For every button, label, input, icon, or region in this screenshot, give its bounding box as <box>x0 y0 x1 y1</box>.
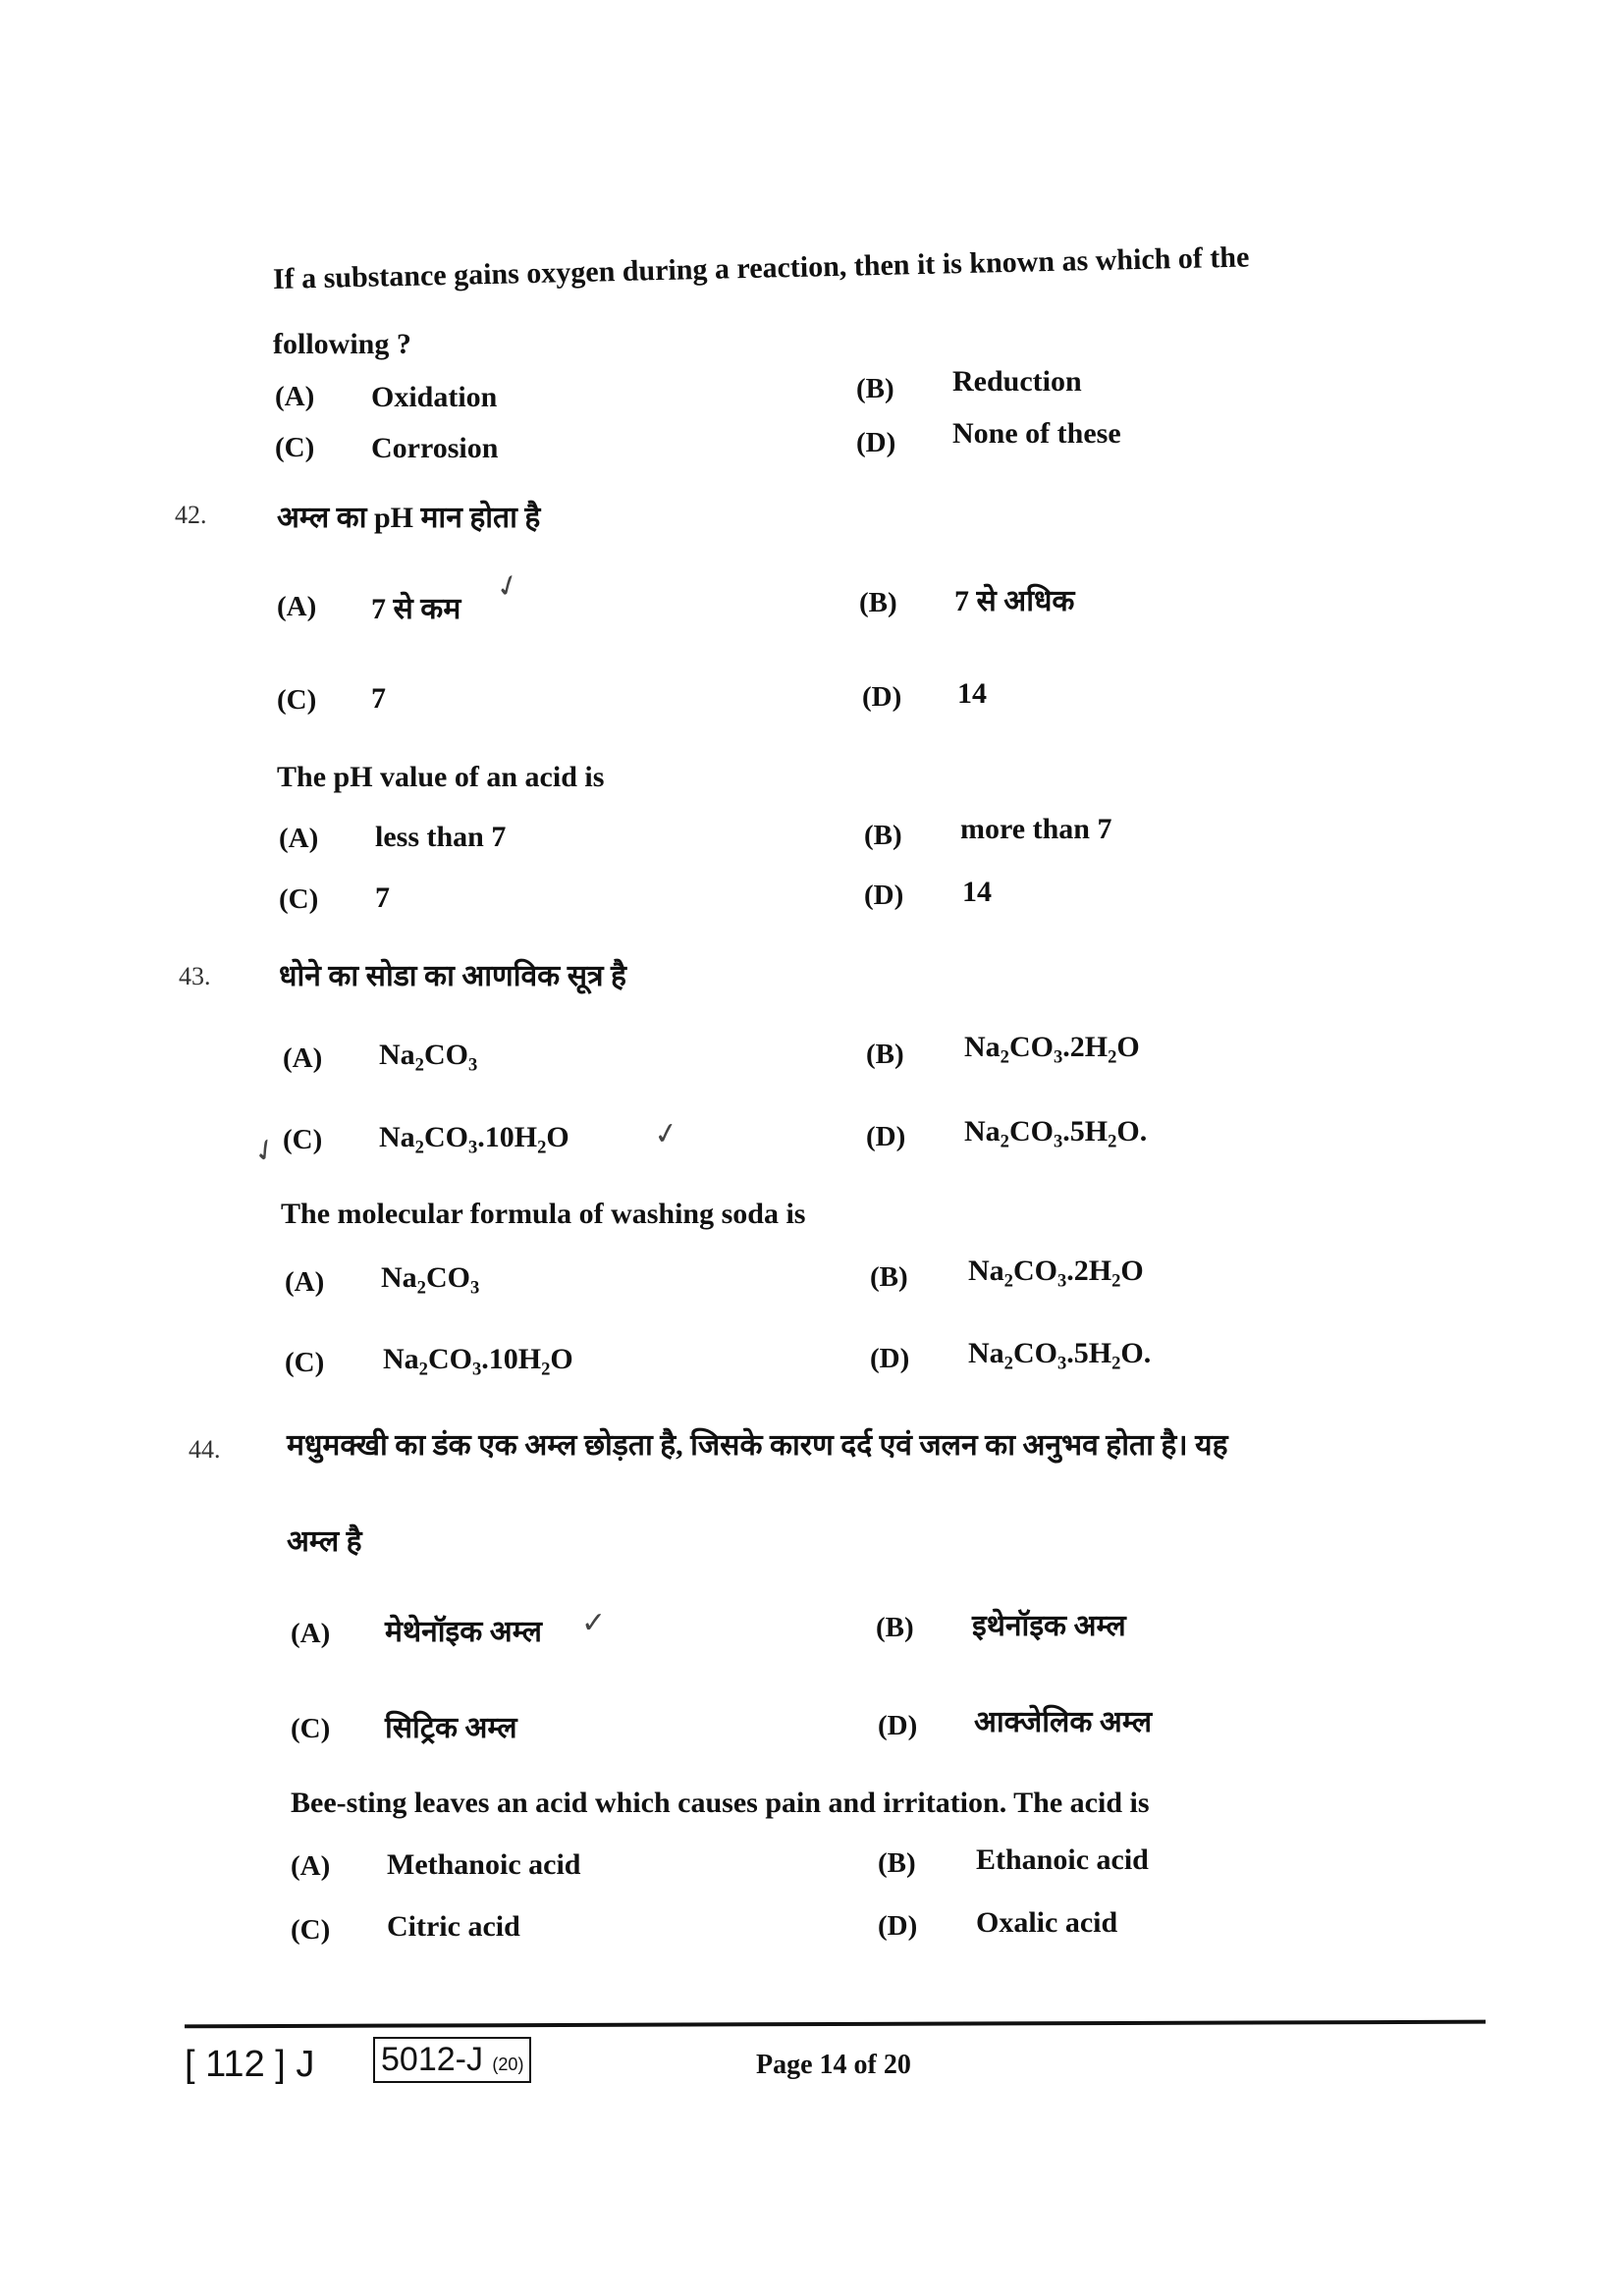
q42-en-option-b: more than 7 <box>960 813 1112 845</box>
q43-en-option-c-label: (C) <box>285 1347 325 1378</box>
q42-hi-option-b: 7 से अधिक <box>954 585 1075 617</box>
q42-en-option-d: 14 <box>962 876 992 908</box>
q44-hi-option-c: सिट्रिक अम्ल <box>385 1712 517 1744</box>
q44-en-option-d-label: (D) <box>878 1910 918 1942</box>
q44-en-option-a-label: (A) <box>291 1850 331 1882</box>
q43-hi-option-a: $Na_2CO_3$ <box>379 1039 478 1076</box>
q42-number: 42. <box>175 501 207 529</box>
q42-hi-option-c-label: (C) <box>277 684 317 716</box>
q44-hi-option-b: इथेनॉइक अम्ल <box>972 1610 1126 1642</box>
q43-hi-option-b-label: (B) <box>866 1039 904 1070</box>
q44-en-option-a: Methanoic acid <box>387 1848 581 1881</box>
q43-en-option-b-label: (B) <box>870 1261 908 1293</box>
q43-en-option-d-label: (D) <box>870 1343 910 1374</box>
q42-en-option-d-label: (D) <box>864 880 904 911</box>
q42-hi-stem: अम्ल का pH मान होता है <box>277 502 541 534</box>
q41-en-option-b: Reduction <box>952 365 1082 398</box>
q43-en-option-a: $Na_2CO_3$ <box>381 1261 480 1299</box>
q44-hi-stem-line2: अम्ल है <box>287 1525 362 1558</box>
q41-en-option-a-label: (A) <box>275 381 315 412</box>
checkmark-icon: ✓ <box>491 566 526 607</box>
checkmark-icon: ✓ <box>581 1607 607 1639</box>
paper-code-box <box>373 2037 531 2083</box>
q44-en-option-d: Oxalic acid <box>976 1906 1118 1939</box>
footer-code-left: [ 112 ] J <box>185 2044 315 2085</box>
q41-en-stem-line2: following ? <box>273 328 411 360</box>
q42-en-option-a: less than 7 <box>375 821 507 853</box>
q43-hi-option-d-label: (D) <box>866 1121 906 1152</box>
q41-en-option-a: Oxidation <box>371 381 498 413</box>
q44-hi-option-d: आक्जेलिक अम्ल <box>974 1706 1153 1738</box>
page-number: Page 14 of 20 <box>756 2050 911 2080</box>
q43-en-option-b: $Na_2CO_3.2H_2O$ <box>968 1255 1144 1292</box>
q42-en-option-c: 7 <box>375 881 390 914</box>
q41-en-option-b-label: (B) <box>856 373 894 404</box>
q41-en-option-c-label: (C) <box>275 432 315 463</box>
q44-number: 44. <box>189 1435 221 1464</box>
q42-en-stem: The pH value of an acid is <box>277 761 605 793</box>
q44-hi-option-d-label: (D) <box>878 1710 918 1741</box>
q44-en-option-c: Citric acid <box>387 1910 520 1943</box>
q42-hi-option-a: 7 से कम <box>371 593 461 625</box>
q43-number: 43. <box>179 962 211 990</box>
q41-en-option-c: Corrosion <box>371 432 499 464</box>
q44-hi-option-a-label: (A) <box>291 1618 331 1649</box>
q41-en-option-d: None of these <box>952 417 1121 450</box>
q43-hi-option-d: $Na_2CO_3.5H_2O$. <box>964 1115 1148 1152</box>
q43-hi-stem: धोने का सोडा का आणविक सूत्र है <box>279 960 626 992</box>
q42-hi-option-a-label: (A) <box>277 591 317 622</box>
q44-hi-stem-line1: मधुमक्खी का डंक एक अम्ल छोड़ता है, जिसके कारण दर्द एवं जलन का अनुभव होता है। यह <box>287 1429 1228 1462</box>
q42-en-option-c-label: (C) <box>279 883 319 915</box>
q43-en-stem: The molecular formula of washing soda is <box>281 1198 806 1230</box>
checkmark-icon: ✓ <box>246 1130 285 1172</box>
q42-hi-option-b-label: (B) <box>859 587 897 618</box>
q42-en-option-b-label: (B) <box>864 820 902 851</box>
q43-en-option-a-label: (A) <box>285 1266 325 1298</box>
q43-hi-option-c-label: (C) <box>283 1124 323 1155</box>
q44-hi-option-a: मेथेनॉइक अम्ल <box>385 1616 542 1648</box>
q44-en-option-c-label: (C) <box>291 1914 331 1946</box>
q43-en-option-c: $Na_2CO_3.10H_2O$ <box>383 1343 573 1380</box>
q42-hi-option-d-label: (D) <box>862 681 902 713</box>
q44-en-stem: Bee-sting leaves an acid which causes pain and irritation. The acid is <box>291 1787 1150 1819</box>
q44-hi-option-b-label: (B) <box>876 1612 914 1643</box>
checkmark-icon: ✓ <box>651 1116 681 1152</box>
footer-divider <box>185 2020 1486 2029</box>
q43-hi-option-c: $Na_2CO_3.10H_2O$ <box>379 1121 569 1158</box>
q43-hi-option-b: $Na_2CO_3.2H_2O$ <box>964 1031 1140 1068</box>
q42-hi-option-d: 14 <box>957 677 987 710</box>
paper-code-suffix: (20) <box>492 2055 524 2074</box>
q43-en-option-d: $Na_2CO_3.5H_2O$. <box>968 1337 1152 1374</box>
q41-en-option-d-label: (D) <box>856 427 896 458</box>
q42-en-option-a-label: (A) <box>279 823 319 854</box>
q44-en-option-b-label: (B) <box>878 1847 916 1879</box>
q44-en-option-b: Ethanoic acid <box>976 1843 1149 1876</box>
q42-hi-option-c: 7 <box>371 682 386 715</box>
q43-hi-option-a-label: (A) <box>283 1042 323 1074</box>
paper-code: 5012-J <box>381 2041 483 2078</box>
q44-hi-option-c-label: (C) <box>291 1713 331 1744</box>
q41-en-stem-line1: If a substance gains oxygen during a reaction, then it is known as which of the <box>272 240 1250 295</box>
